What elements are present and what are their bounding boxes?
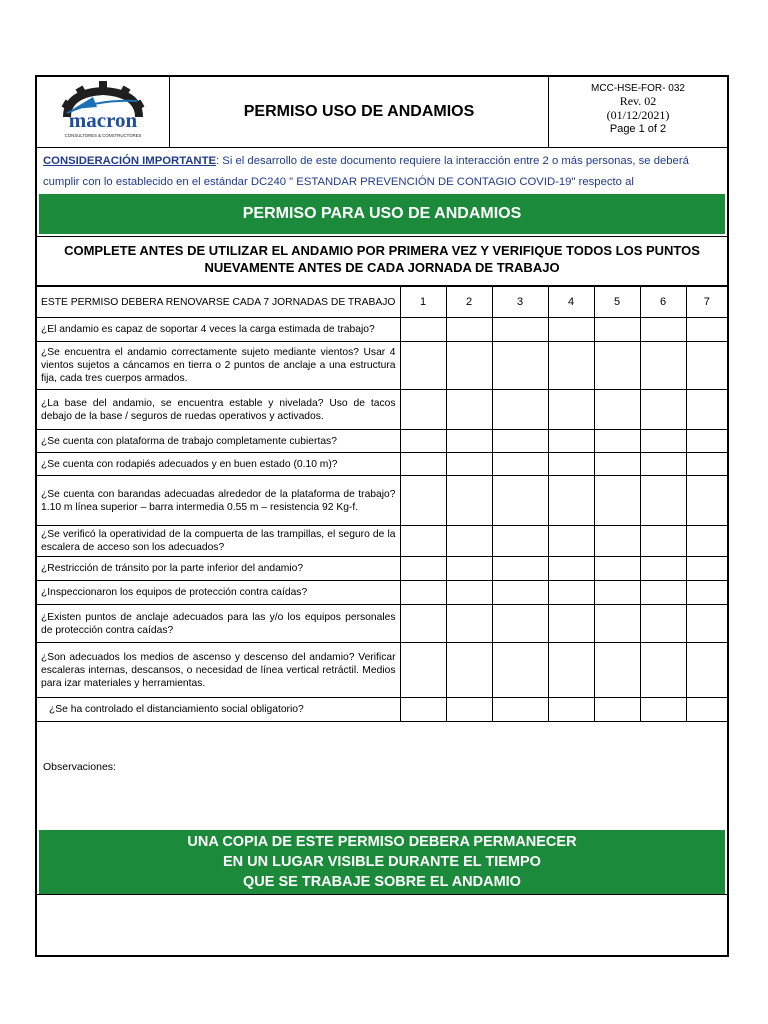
check-cell[interactable] bbox=[640, 318, 686, 342]
company-logo bbox=[37, 77, 170, 147]
table-row bbox=[37, 476, 727, 526]
check-cell[interactable] bbox=[492, 526, 548, 557]
check-cell[interactable] bbox=[548, 698, 594, 722]
check-cell[interactable] bbox=[492, 605, 548, 643]
check-cell[interactable] bbox=[400, 318, 446, 342]
check-cell[interactable] bbox=[640, 342, 686, 390]
checklist-question: ¿Se cuenta con plataforma de trabajo completamente cubiertas? bbox=[37, 430, 400, 453]
check-cell[interactable] bbox=[594, 581, 640, 605]
gear-logo-icon bbox=[37, 77, 169, 147]
logo-wordmark: macron bbox=[68, 108, 138, 132]
note-text: : Si el desarrollo de este documento requiere la interacción entre 2 o más personas, se deberá cumplir con lo establecido en el estándar DC240 " ESTANDAR PREVENCIÓN DE CONTAGIO COVID-19" respecto al bbox=[43, 155, 689, 188]
check-cell[interactable] bbox=[400, 643, 446, 698]
footer-line-1: UNA COPIA DE ESTE PERMISO DEBERA PERMANECER bbox=[187, 834, 577, 850]
check-cell[interactable] bbox=[400, 476, 446, 526]
document-meta bbox=[549, 77, 727, 147]
table-row bbox=[37, 643, 727, 698]
check-cell[interactable] bbox=[492, 342, 548, 390]
check-cell[interactable] bbox=[594, 430, 640, 453]
section-title: PERMISO PARA USO DE ANDAMIOS bbox=[39, 194, 725, 234]
check-cell[interactable] bbox=[446, 453, 492, 476]
check-cell[interactable] bbox=[446, 342, 492, 390]
check-cell[interactable] bbox=[400, 698, 446, 722]
check-cell[interactable] bbox=[686, 557, 727, 581]
document-code: MCC-HSE-FOR- 032 bbox=[591, 83, 685, 94]
check-cell[interactable] bbox=[400, 526, 446, 557]
document-header bbox=[37, 77, 727, 148]
check-cell[interactable] bbox=[640, 581, 686, 605]
checklist-question: ¿Se cuenta con barandas adecuadas alrededor de la plataforma de trabajo? 1.10 m línea superior – barra intermedia 0.55 m – resistencia 92 Kg-f. bbox=[37, 476, 400, 526]
check-cell[interactable] bbox=[492, 453, 548, 476]
check-cell[interactable] bbox=[640, 698, 686, 722]
check-cell[interactable] bbox=[686, 698, 727, 722]
table-row bbox=[37, 581, 727, 605]
checklist-question: ¿Se cuenta con rodapiés adecuados y en buen estado (0.10 m)? bbox=[37, 453, 400, 476]
check-cell[interactable] bbox=[446, 318, 492, 342]
check-cell[interactable] bbox=[640, 526, 686, 557]
logo-subtext: CONSULTORES & CONSTRUCTORES bbox=[64, 133, 142, 138]
check-cell[interactable] bbox=[548, 430, 594, 453]
check-cell[interactable] bbox=[446, 605, 492, 643]
check-cell[interactable] bbox=[686, 342, 727, 390]
blank-area bbox=[37, 894, 727, 956]
check-cell[interactable] bbox=[640, 476, 686, 526]
checklist-question: ¿Inspeccionaron los equipos de protección contra caídas? bbox=[37, 581, 400, 605]
check-cell[interactable] bbox=[400, 342, 446, 390]
check-cell[interactable] bbox=[686, 390, 727, 430]
footer-line-3: QUE SE TRABAJE SOBRE EL ANDAMIO bbox=[243, 874, 521, 890]
day-column-header: 7 bbox=[686, 287, 727, 318]
instruction-line-1: COMPLETE ANTES DE UTILIZAR EL ANDAMIO POR PRIMERA VEZ Y VERIFIQUE TODOS LOS PUNTOS bbox=[64, 243, 700, 258]
check-cell[interactable] bbox=[400, 430, 446, 453]
table-header-row bbox=[37, 287, 727, 318]
permit-form bbox=[35, 75, 729, 957]
check-cell[interactable] bbox=[594, 698, 640, 722]
check-cell[interactable] bbox=[640, 453, 686, 476]
table-row bbox=[37, 342, 727, 390]
check-cell[interactable] bbox=[594, 390, 640, 430]
observations-label: Observaciones: bbox=[43, 761, 116, 773]
day-column-header: 5 bbox=[594, 287, 640, 318]
check-cell[interactable] bbox=[594, 643, 640, 698]
check-cell[interactable] bbox=[492, 557, 548, 581]
check-cell[interactable] bbox=[686, 526, 727, 557]
table-row bbox=[37, 605, 727, 643]
check-cell[interactable] bbox=[446, 643, 492, 698]
check-cell[interactable] bbox=[492, 390, 548, 430]
day-column-header: 3 bbox=[492, 287, 548, 318]
check-cell[interactable] bbox=[686, 605, 727, 643]
renewal-note: ESTE PERMISO DEBERA RENOVARSE CADA 7 JORNADAS DE TRABAJO bbox=[37, 287, 400, 318]
check-cell[interactable] bbox=[548, 605, 594, 643]
day-column-header: 2 bbox=[446, 287, 492, 318]
check-cell[interactable] bbox=[686, 318, 727, 342]
check-cell[interactable] bbox=[548, 526, 594, 557]
check-cell[interactable] bbox=[492, 581, 548, 605]
table-row bbox=[37, 526, 727, 557]
checklist-question: ¿Restricción de tránsito por la parte inferior del andamio? bbox=[37, 557, 400, 581]
checklist-question: ¿El andamio es capaz de soportar 4 veces la carga estimada de trabajo? bbox=[37, 318, 400, 342]
checklist-question: ¿Se encuentra el andamio correctamente sujeto mediante vientos? Usar 4 vientos sujetos a cáncamos en tierra o 2 puntos de anclaje a una estructura fija, cada tres cuerpos armados. bbox=[37, 342, 400, 390]
footer-notice bbox=[39, 830, 725, 894]
check-cell[interactable] bbox=[594, 318, 640, 342]
day-column-header: 4 bbox=[548, 287, 594, 318]
check-cell[interactable] bbox=[640, 605, 686, 643]
table-row bbox=[37, 557, 727, 581]
check-cell[interactable] bbox=[686, 643, 727, 698]
check-cell[interactable] bbox=[492, 318, 548, 342]
check-cell[interactable] bbox=[594, 526, 640, 557]
check-cell[interactable] bbox=[492, 430, 548, 453]
revision-date: (01/12/2021) bbox=[606, 108, 670, 122]
check-cell[interactable] bbox=[446, 390, 492, 430]
check-cell[interactable] bbox=[686, 476, 727, 526]
revision: Rev. 02 bbox=[619, 94, 657, 108]
check-cell[interactable] bbox=[640, 390, 686, 430]
day-column-header: 1 bbox=[400, 287, 446, 318]
check-cell[interactable] bbox=[400, 605, 446, 643]
check-cell[interactable] bbox=[446, 526, 492, 557]
check-cell[interactable] bbox=[548, 318, 594, 342]
check-cell[interactable] bbox=[548, 557, 594, 581]
check-cell[interactable] bbox=[640, 430, 686, 453]
important-note bbox=[37, 148, 727, 193]
check-cell[interactable] bbox=[400, 390, 446, 430]
check-cell[interactable] bbox=[594, 476, 640, 526]
check-cell[interactable] bbox=[446, 557, 492, 581]
page-title: PERMISO USO DE ANDAMIOS bbox=[170, 77, 549, 147]
check-cell[interactable] bbox=[594, 342, 640, 390]
check-cell[interactable] bbox=[594, 453, 640, 476]
check-cell[interactable] bbox=[548, 342, 594, 390]
checklist-question: ¿Se ha controlado el distanciamiento social obligatorio? bbox=[37, 698, 400, 722]
instructions bbox=[37, 236, 727, 286]
table-row bbox=[37, 453, 727, 476]
check-cell[interactable] bbox=[400, 453, 446, 476]
check-cell[interactable] bbox=[446, 698, 492, 722]
table-row bbox=[37, 390, 727, 430]
check-cell[interactable] bbox=[548, 390, 594, 430]
check-cell[interactable] bbox=[400, 581, 446, 605]
checklist-table bbox=[37, 286, 727, 722]
checklist-question: ¿Son adecuados los medios de ascenso y descenso del andamio? Verificar escaleras internas, descansos, o necesidad de línea vertical retráctil. Medios para izar materiales y herramientas. bbox=[37, 643, 400, 698]
check-cell[interactable] bbox=[548, 453, 594, 476]
instruction-line-2: NUEVAMENTE ANTES DE CADA JORNADA DE TRABAJO bbox=[204, 260, 560, 275]
check-cell[interactable] bbox=[492, 698, 548, 722]
checklist-question: ¿Se verificó la operatividad de la compuerta de las trampillas, el seguro de la escalera de acceso son los adecuados? bbox=[37, 526, 400, 557]
check-cell[interactable] bbox=[686, 581, 727, 605]
check-cell[interactable] bbox=[640, 643, 686, 698]
check-cell[interactable] bbox=[686, 453, 727, 476]
check-cell[interactable] bbox=[548, 581, 594, 605]
table-row bbox=[37, 318, 727, 342]
check-cell[interactable] bbox=[686, 430, 727, 453]
check-cell[interactable] bbox=[446, 581, 492, 605]
table-row bbox=[37, 698, 727, 722]
check-cell[interactable] bbox=[400, 557, 446, 581]
check-cell[interactable] bbox=[548, 476, 594, 526]
note-label: CONSIDERACIÓN IMPORTANTE bbox=[43, 155, 217, 167]
check-cell[interactable] bbox=[640, 557, 686, 581]
footer-line-2: EN UN LUGAR VISIBLE DURANTE EL TIEMPO bbox=[223, 854, 541, 870]
check-cell[interactable] bbox=[492, 643, 548, 698]
check-cell[interactable] bbox=[446, 476, 492, 526]
page-number: Page 1 of 2 bbox=[609, 123, 667, 135]
check-cell[interactable] bbox=[492, 476, 548, 526]
table-row bbox=[37, 430, 727, 453]
check-cell[interactable] bbox=[594, 557, 640, 581]
check-cell[interactable] bbox=[548, 643, 594, 698]
checklist-question: ¿Existen puntos de anclaje adecuados para las y/o los equipos personales de protección contra caídas? bbox=[37, 605, 400, 643]
observations-field[interactable] bbox=[37, 751, 727, 829]
check-cell[interactable] bbox=[446, 430, 492, 453]
check-cell[interactable] bbox=[594, 605, 640, 643]
checklist-question: ¿La base del andamio, se encuentra estable y nivelada? Uso de tacos debajo de la base / seguros de ruedas operativos y activados. bbox=[37, 390, 400, 430]
day-column-header: 6 bbox=[640, 287, 686, 318]
